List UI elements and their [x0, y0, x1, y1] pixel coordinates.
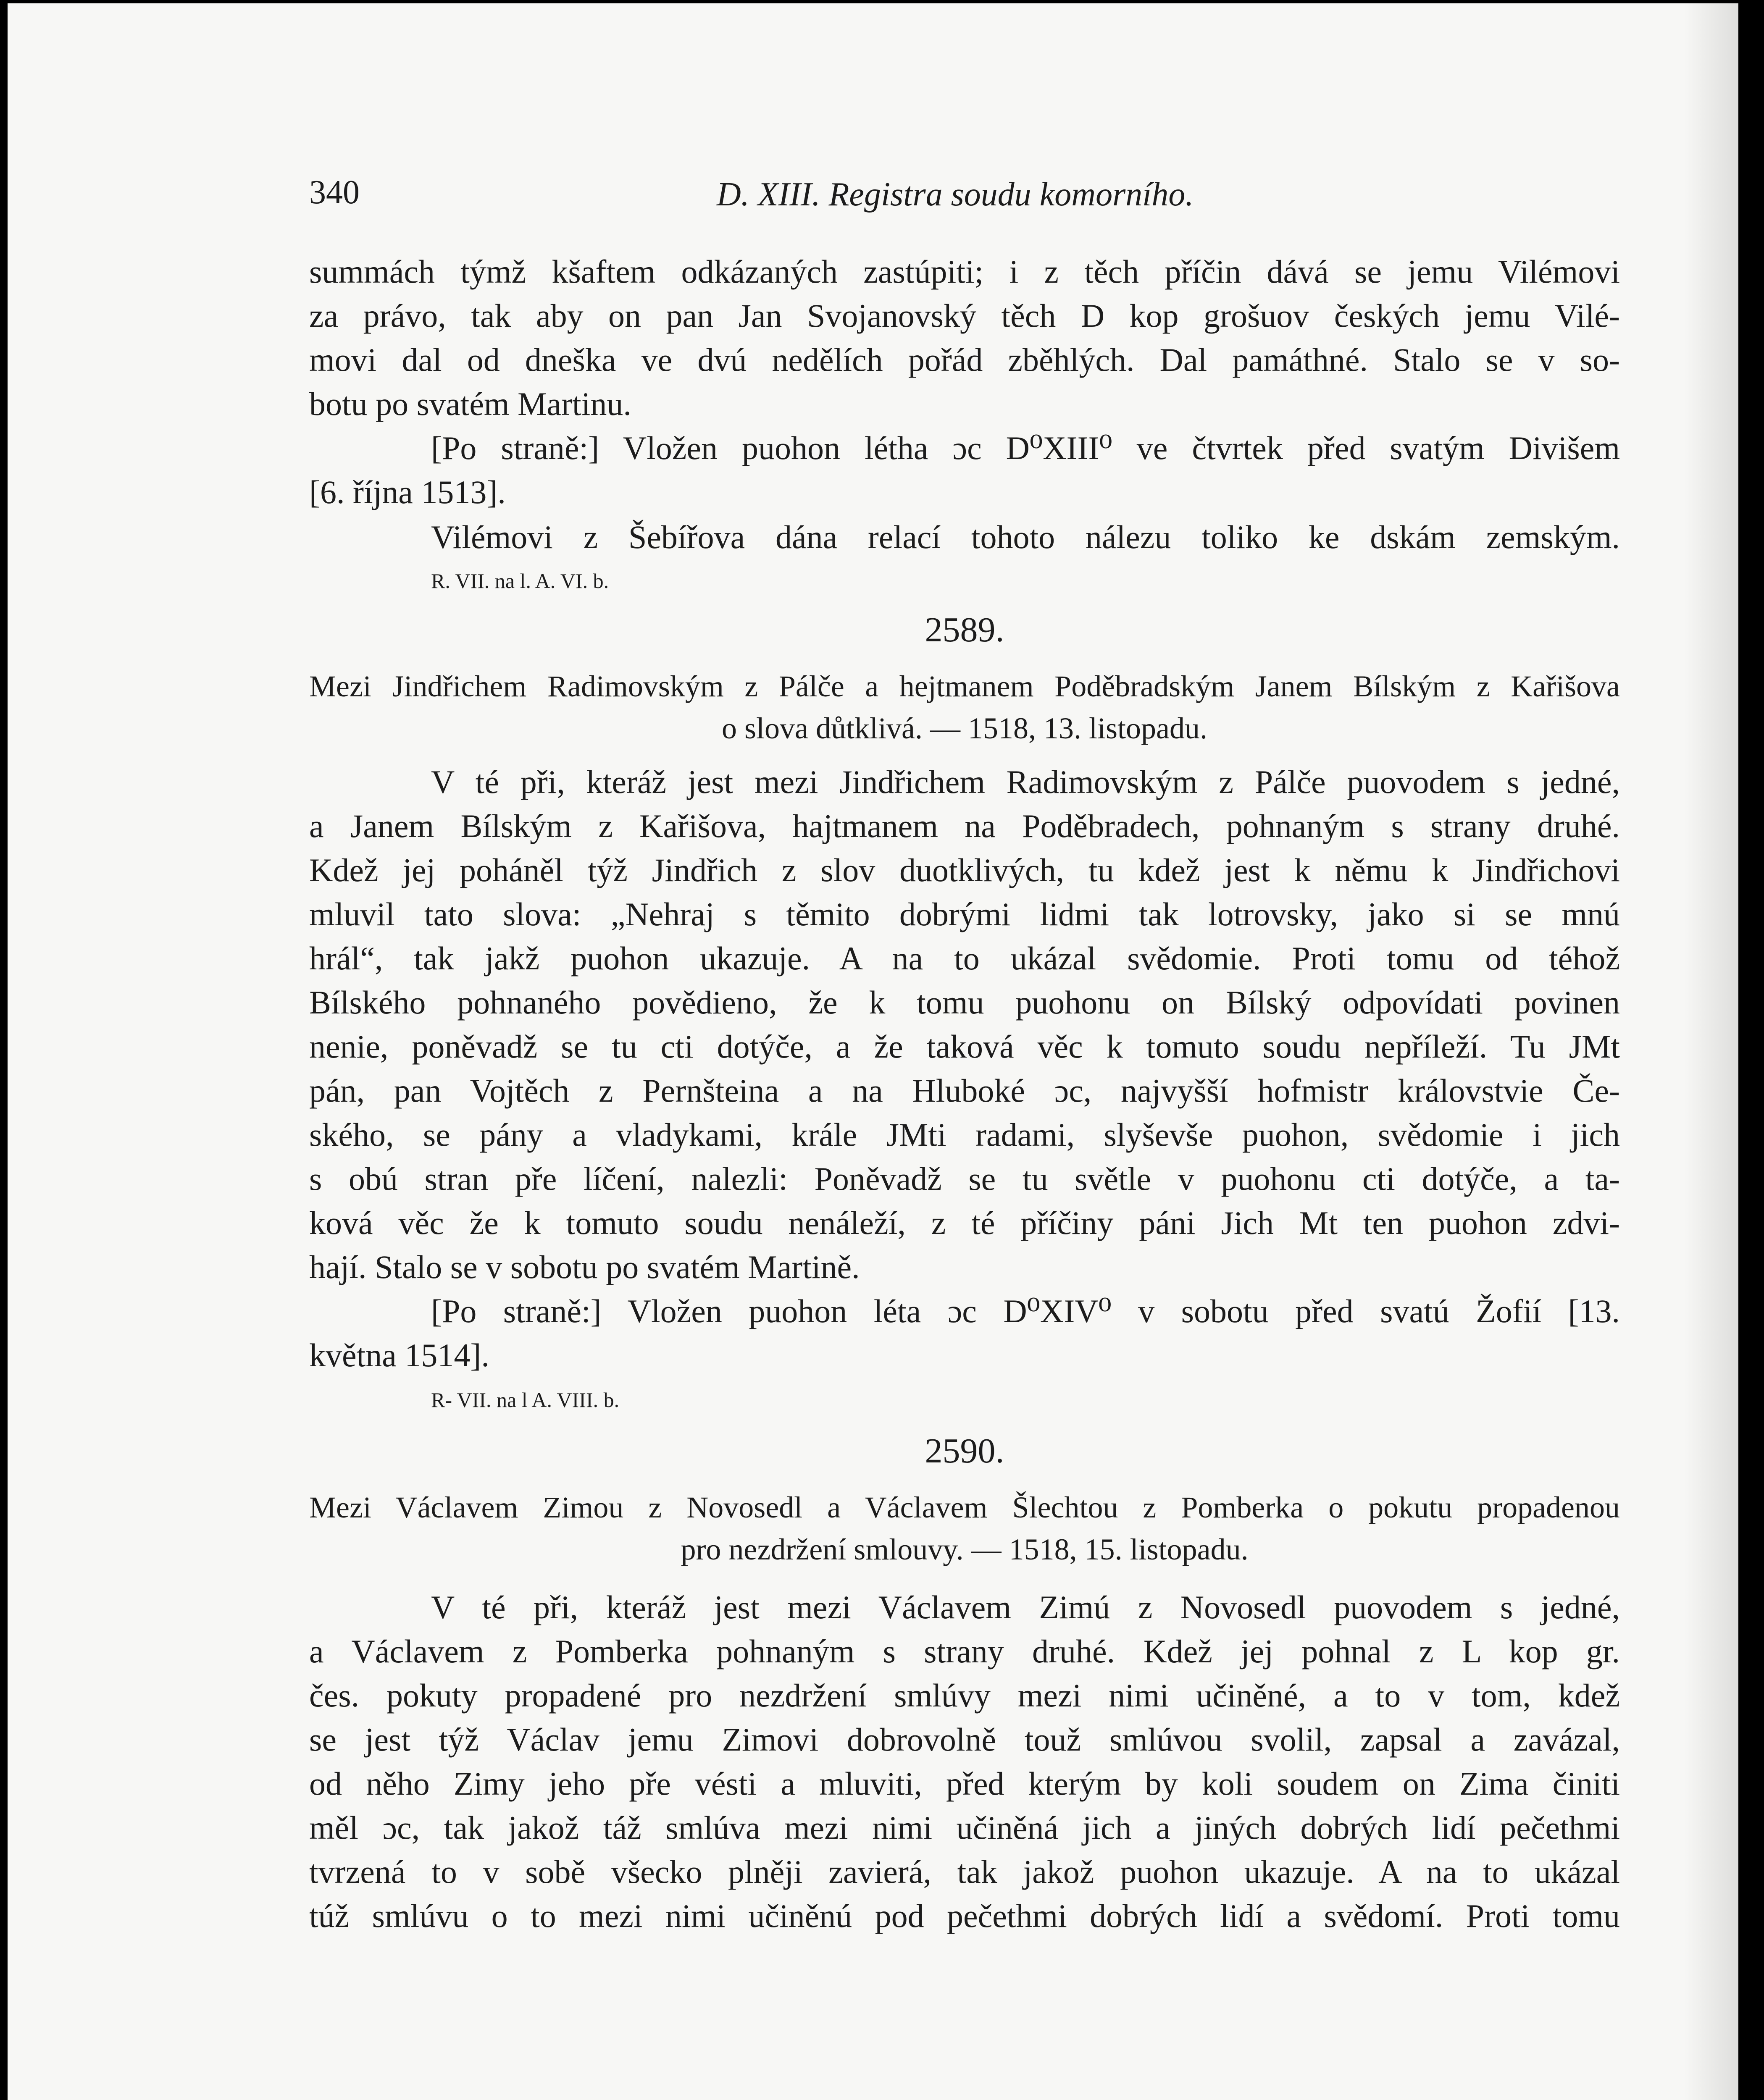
text-line: a Janem Bílským z Kařišova, hajtmanem na Poděbradech, pohnaným s strany druhé.: [309, 808, 1620, 844]
page-number: 340: [309, 174, 360, 211]
text-line: V té při, kteráž jest mezi Jindřichem Radimovským z Pálče puovodem s jedné,: [431, 764, 1620, 800]
margin-note-line: [6. října 1513].: [309, 474, 506, 510]
text-line: botu po svatém Martinu.: [309, 386, 631, 422]
text-line: túž smlúvu o to mezi nimi učiněnú pod pečethmi dobrých lidí a svědomí. Proti tomu: [309, 1898, 1620, 1934]
text-line: ského, se pány a vladykami, krále JMti radami, slyševše puohon, svědomie i jich: [309, 1116, 1620, 1153]
entry-summary-line: Mezi Jindřichem Radimovským z Pálče a hejtmanem Poděbradským Janem Bílským z Kařišova: [309, 669, 1620, 703]
entry-number: 2590.: [925, 1431, 1004, 1470]
text-line: Kdež jej poháněl týž Jindřich z slov duotklivých, tu kdež jest k němu k Jindřichovi: [309, 852, 1620, 888]
running-title: D. XIII. Registra soudu komorního.: [717, 176, 1194, 213]
text-line: Bílského pohnaného povědieno, že k tomu puohonu on Bílský odpovídati povinen: [309, 984, 1620, 1021]
scanned-page: [8, 3, 1738, 2100]
relation-line: Vilémovi z Šebířova dána relací tohoto nálezu toliko ke dskám zemským.: [431, 519, 1620, 555]
entry-summary-line: o slova důtklivá. — 1518, 13. listopadu.: [722, 711, 1207, 745]
text-line: hají. Stalo se v sobotu po svatém Martině.: [309, 1249, 860, 1285]
text-line: s obú stran pře líčení, nalezli: Poněvadž se tu světle v puohonu cti dotýče, a ta-: [309, 1160, 1620, 1197]
text-line: se jest týž Václav jemu Zimovi dobrovolně touž smlúvou svolil, zapsal a zavázal,: [309, 1721, 1620, 1758]
text-line: od něho Zimy jeho pře vésti a mluviti, před kterým by koli soudem on Zima činiti: [309, 1765, 1620, 1802]
text-line: V té při, kteráž jest mezi Václavem Zimú z Novosedl puovodem s jedné,: [431, 1589, 1620, 1625]
text-line: a Václavem z Pomberka pohnaným s strany druhé. Kdež jej pohnal z L kop gr.: [309, 1633, 1620, 1670]
text-line: mluvil tato slova: „Nehraj s těmito dobrými lidmi tak lotrovsky, jako si se mnú: [309, 896, 1620, 932]
entry-number: 2589.: [925, 610, 1004, 649]
text-line: nenie, poněvadž se tu cti dotýče, a že taková věc k tomuto soudu nepříleží. Tu JMt: [309, 1028, 1620, 1065]
text-line: ková věc že k tomuto soudu nenáleží, z té příčiny páni Jich Mt ten puohon zdvi-: [309, 1205, 1620, 1241]
margin-note-line: května 1514].: [309, 1337, 489, 1373]
text-line: movi dal od dneška ve dvú nedělích pořád zběhlých. Dal památhné. Stalo se v so-: [309, 341, 1620, 378]
entry-summary-line: Mezi Václavem Zimou z Novosedl a Václavem Šlechtou z Pomberka o pokutu propadenou: [309, 1491, 1620, 1524]
archive-reference: R. VII. na l. A. VI. b.: [431, 569, 609, 593]
margin-note-line: [Po straně:] Vložen puohon léta ɔc D⁰XIV⁰ v sobotu před svatú Žofií [13.: [431, 1293, 1620, 1329]
text-line: za právo, tak aby on pan Jan Svojanovský těch D kop grošuov českých jemu Vilé-: [309, 297, 1620, 334]
text-line: summách týmž kšaftem odkázaných zastúpiti; i z těch příčin dává se jemu Vilémovi: [309, 253, 1620, 290]
entry-summary-line: pro nezdržení smlouvy. — 1518, 15. listopadu.: [681, 1533, 1249, 1566]
text-line: měl ɔc, tak jakož táž smlúva mezi nimi učiněná jich a jiných dobrých lidí pečethmi: [309, 1809, 1620, 1846]
margin-note-line: [Po straně:] Vložen puohon létha ɔc D⁰XIII⁰ ve čtvrtek před svatým Divišem: [431, 430, 1620, 466]
text-line: čes. pokuty propadené pro nezdržení smlúvy mezi nimi učiněné, a to v tom, kdež: [309, 1677, 1620, 1714]
text-line: hrál“, tak jakž puohon ukazuje. A na to ukázal svědomie. Proti tomu od téhož: [309, 940, 1620, 976]
text-line: pán, pan Vojtěch z Pernšteina a na Hluboké ɔc, najvyšší hofmistr královstvie Če-: [309, 1072, 1620, 1109]
archive-reference: R- VII. na l A. VIII. b.: [431, 1388, 620, 1412]
text-line: tvrzená to v sobě všecko plněji zavierá, tak jakož puohon ukazuje. A na to ukázal: [309, 1853, 1620, 1890]
